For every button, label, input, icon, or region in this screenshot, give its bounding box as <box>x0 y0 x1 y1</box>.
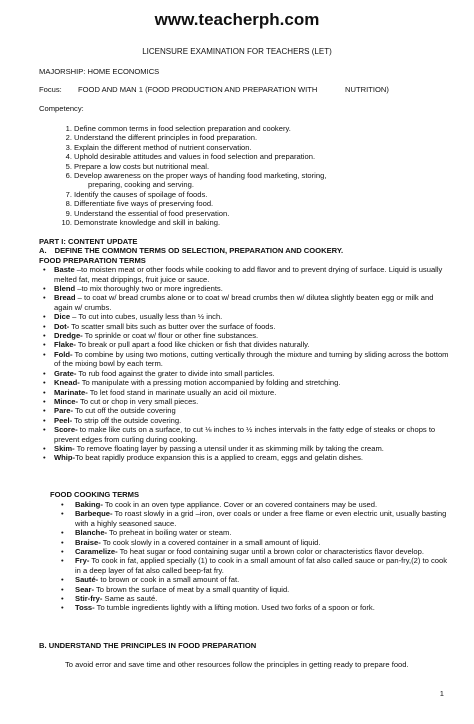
list-item: • Blanche- To preheat in boiling water or steam. <box>58 528 450 537</box>
competency-item: 1. Define common terms in food selection preparation and cookery. <box>65 124 291 133</box>
competency-item: 7. Identify the causes of spoilage of foods. <box>65 189 208 199</box>
list-item: • Dice – To cut into cubes, usually less than ½ inch. <box>39 312 449 321</box>
food-cook-terms-heading: FOOD COOKING TERMS <box>50 490 140 499</box>
page-number: 1 <box>439 689 444 698</box>
list-item: • Barbeque- To roast slowly in a grid –iron, over coals or under a free flame or even electric unit, usually basting with a highly seasoned sauce. <box>58 509 450 528</box>
competency-item: 5. Prepare a low costs but nutritional meal. <box>65 161 210 171</box>
competency-label: Competency: <box>39 104 84 113</box>
sectionA-heading: A. DEFINE THE COMMON TERMS OD SELECTION, PREPARATION AND COOKERY. <box>39 246 344 256</box>
list-item: • Blend –to mix thoroughly two or more ingredients. <box>39 284 449 293</box>
list-item: • Knead- To manipulate with a pressing motion accompanied by folding and stretching. <box>39 378 449 387</box>
competency-list <box>61 124 327 228</box>
focus-label: Focus: <box>39 85 62 94</box>
site-header: www.teacherph.com <box>154 10 320 29</box>
competency-item: 10. Demonstrate knowledge and skill in baking. <box>61 218 221 228</box>
competency-item: 4. Uphold desirable attitudes and values in food selection and preparation. <box>65 152 316 162</box>
list-item: • Dredge- To sprinkle or coat w/ flour or other fine substances. <box>39 331 449 340</box>
competency-item: 8. Differentiate five ways of preserving food. <box>65 199 214 209</box>
competency-item: 9. Understand the essential of food preservation. <box>65 208 230 218</box>
majorship-line: MAJORSHIP: HOME ECONOMICS <box>39 67 160 76</box>
list-item: • Sauté- to brown or cook in a small amount of fat. <box>58 575 450 584</box>
focus-tail: NUTRITION) <box>345 85 389 94</box>
competency-item: 2. Understand the different principles in food preparation. <box>65 133 258 143</box>
list-item: • Sear- To brown the surface of meat by a small quantity of liquid. <box>58 585 450 594</box>
list-item: • Marinate- To let food stand in marinate usually an acid oil mixture. <box>39 388 449 397</box>
food-prep-terms-heading: FOOD PREPARATION TERMS <box>39 255 146 265</box>
list-item: • Dot- To scatter small bits such as butter over the surface of foods. <box>39 322 449 331</box>
list-item: • Bread – to coat w/ bread crumbs alone or to coat w/ bread crumbs then w/ dilutea slightly beaten egg or milk and again w/ crumbs. <box>39 293 449 312</box>
focus-text: FOOD AND MAN 1 (FOOD PRODUCTION AND PREPARATION WITH <box>78 85 318 94</box>
exam-title: LICENSURE EXAMINATION FOR TEACHERS (LET) <box>142 47 332 56</box>
list-item: • Caramelize- To heat sugar or food containing sugar until a brown color or characteristics flavor develop. <box>58 547 450 556</box>
list-item: • Braise- To cook slowly in a covered container in a small amount of liquid. <box>58 538 450 547</box>
list-item: • Flake- To break or pull apart a food like chicken or fish that divides naturally. <box>39 340 449 349</box>
part1-heading: PART I: CONTENT UPDATE <box>39 237 138 246</box>
sectionB-heading: B. UNDERSTAND THE PRINCIPLES IN FOOD PREPARATION <box>39 641 257 650</box>
list-item: • Baste –to moisten meat or other foods while cooking to add flavor and to prevent drying of surface. Liquid is usually melted fat, meat drippings, fruit juice or sauce. <box>39 265 449 284</box>
prep-terms-list <box>39 265 449 463</box>
list-item: • Whip-To beat rapidly produce expansion this is a applied to cream, eggs and gelatin dishes. <box>39 453 449 462</box>
part1-section <box>39 237 449 463</box>
list-item: • Pare- To cut off the outside covering <box>39 406 449 415</box>
list-item: • Baking- To cook in an oven type appliance. Cover or an covered containers may be used. <box>58 500 450 509</box>
list-item: • Score- to make like cuts on a surface, to cut ⅛ inches to ½ inches intervals in the fatty edge of steaks or chops to prevent edges from curling during cooking. <box>39 425 449 444</box>
competency-item: 3. Explain the different method of nutrient conservation. <box>65 142 252 152</box>
list-item: • Grate- To rub food against the grater to divide into small particles. <box>39 369 449 378</box>
list-item: • Stir-fry- Same as sauté. <box>58 594 450 603</box>
sectionB-paragraph: To avoid error and save time and other resources follow the principles in getting ready to prepare food. <box>65 660 409 669</box>
list-item: • Mince- To cut or chop in very small pieces. <box>39 397 449 406</box>
list-item: • Fry- To cook in fat, applied specially (1) to cook in a small amount of fat also called sauce or pan-fry,(2) to cook in a deep layer of fat also called beep-fat fry. <box>58 556 450 575</box>
list-item: • Toss- To tumble ingredients lightly with a lifting motion. Used two forks of a spoon or fork. <box>58 603 450 612</box>
list-item: • Fold- To combine by using two motions, cutting vertically through the mixture and turning by sliding across the bottom of the mixing bowl by each term. <box>39 350 449 369</box>
list-item: • Skim- To remove floating layer by passing a utensil under it as skimming milk by taking the cream. <box>39 444 449 453</box>
list-item: • Peel- To strip off the outside covering. <box>39 416 449 425</box>
competency-item: 6. Develop awareness on the proper ways of handing food marketing, storing, preparing, cooking and serving. <box>65 171 327 190</box>
cook-terms-list <box>58 500 450 613</box>
